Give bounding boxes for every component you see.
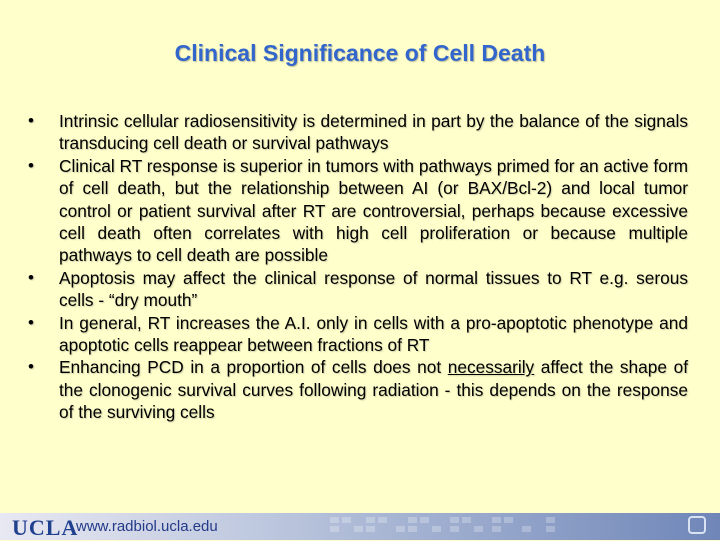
- decorative-square: [522, 526, 531, 532]
- footer-bar: [0, 513, 720, 540]
- decorative-square: [462, 517, 471, 523]
- bullet-dot: •: [28, 111, 34, 130]
- decorative-square: [546, 526, 555, 532]
- decorative-squares: [330, 517, 580, 537]
- bullet-text: Clinical RT response is superior in tumors with pathways primed for an active form of cell death, but the relationship between AI (or BAX/Bcl-2) and local tumor control or patient survival after RT are controversial, perhaps because excessive cell death often correlates with high cell proliferation or because multiple pathways to cell death are possible: [59, 155, 688, 266]
- decorative-square: [474, 526, 483, 532]
- bullet-text-emphasis: necessarily: [447, 357, 535, 378]
- bullet-dot: •: [28, 312, 34, 332]
- bullet-item: [28, 110, 688, 155]
- bullet-list: [28, 110, 688, 424]
- decorative-square: [342, 517, 351, 523]
- decorative-square: [450, 526, 459, 532]
- bullet-text: Apoptosis may affect the clinical response of normal tissues to RT e.g. serous cells - “dry mouth”: [59, 267, 688, 311]
- decorative-square: [546, 517, 555, 523]
- slide-title: Clinical Significance of Cell Death: [174, 40, 546, 66]
- bullet-item: [28, 312, 688, 357]
- bullet-item: [28, 155, 688, 267]
- decorative-square: [354, 526, 363, 532]
- bullet-dot: •: [28, 267, 34, 287]
- decorative-square: [492, 526, 501, 532]
- bullet-text-pre: Enhancing PCD in a proportion of cells does not: [59, 357, 448, 378]
- decorative-square: [396, 526, 405, 532]
- decorative-square: [420, 517, 429, 523]
- bullet-text: Intrinsic cellular radiosensitivity is determined in part by the balance of the signals transducing cell death or survival pathways: [59, 111, 688, 154]
- decorative-square: [408, 517, 417, 523]
- bullet-text-post: affect the shape of the clonogenic survival curves following radiation - this depends on the response of the surviving cells: [59, 357, 688, 423]
- bullet-item: [28, 267, 688, 312]
- decorative-square: [408, 526, 417, 532]
- ucla-logo: UCLA: [12, 515, 79, 540]
- footer-url[interactable]: www.radbiol.ucla.edu: [76, 518, 218, 535]
- bullet-dot: •: [28, 357, 34, 377]
- bullet-dot: •: [28, 155, 34, 175]
- bullet-text: In general, RT increases the A.I. only in cells with a pro-apoptotic phenotype and apoptotic cells reappear between fractions of RT: [59, 312, 688, 356]
- decorative-square: [432, 526, 441, 532]
- decorative-square: [330, 517, 339, 523]
- bullet-item: [28, 356, 688, 423]
- decorative-square: [378, 517, 387, 523]
- corner-rounded-square-icon: [688, 516, 706, 534]
- decorative-square: [330, 526, 339, 532]
- decorative-square: [366, 526, 375, 532]
- decorative-square: [504, 517, 513, 523]
- decorative-square: [366, 517, 375, 523]
- decorative-square: [450, 517, 459, 523]
- decorative-square: [492, 517, 501, 523]
